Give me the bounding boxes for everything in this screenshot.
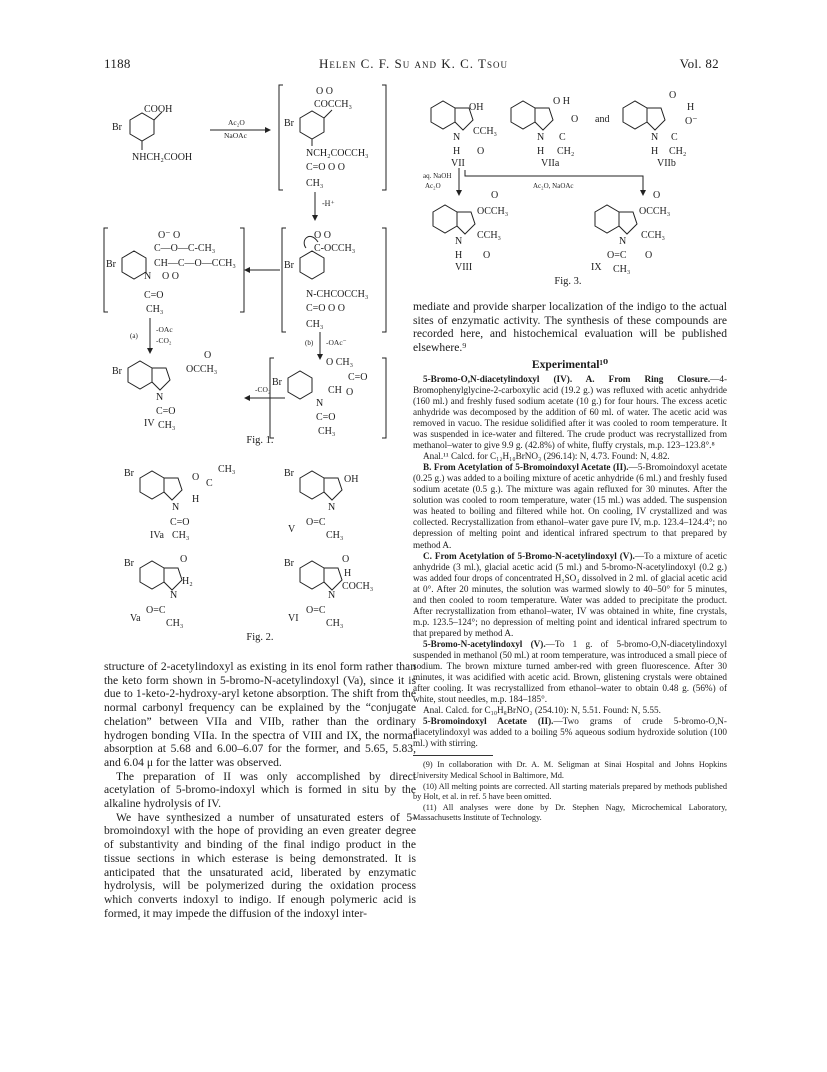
iva-label: IVa [150, 530, 164, 541]
s4-c1: C—O—C-CH₃ [154, 243, 216, 254]
arrow-acetylation [210, 118, 271, 140]
compound-VI [284, 554, 373, 629]
compound-VIII [433, 190, 508, 273]
exp-4-text: —To 1 g. of 5-bromo-O,N-diacetylindoxyl suspended in methanol (50 ml.) at room temperature, was introduced a small piece of sodium. The brown mixture turned amber-red with green fluorescence. After 30 minutes, it was acidified with acetic acid. Brown, glistening crystals were obtained after cooling. It was recrystallized from ethanol–water to obtain 0.48 g. (56%) of white, stout needles, m.p. 184–185°. [413, 638, 727, 705]
fig2-caption: Fig. 2. [246, 632, 274, 643]
s4-br: Br [106, 259, 116, 270]
exp-5-title: 5-Bromoindoxyl Acetate (II). [423, 716, 554, 727]
s5-chc: CH [328, 385, 342, 396]
compound-4-bracket [104, 228, 244, 315]
viii-label: VIII [455, 262, 473, 273]
viia-c: C [559, 132, 566, 143]
hplus-label: -H⁺ [322, 199, 335, 208]
compound-VIIa [511, 96, 578, 169]
s2-co: C=O O O [306, 162, 345, 173]
compound-2-bracket [279, 85, 386, 190]
iva-co: C=O [170, 517, 190, 528]
exp-1-text: —4-Bromophenylglycine-2-carboxylic acid (19.2 g.) was refluxed with acetic anhydride (160 ml.) and freshly fused sodium acetate (10 g.) for four hours. The excess acetic anhydride was decomposed by the addition of 60 ml. of water. The acetic acid was removed in vacuo. The residue solidified after it was cooled to room temperature. It was suspended in ice-water and filtered. The crude product was recrystallized from methanol–water to give 9.9 g. (42.8%) of white, fluffy crystals, m.p. 123–123.8°.⁸ [413, 373, 727, 451]
v-br: Br [284, 468, 294, 479]
exp-section-2 [413, 462, 727, 550]
iv-label: IV [144, 418, 155, 429]
s3-cooc: C-OCCH₃ [314, 243, 356, 254]
left-paragraph-1: structure of 2-acetylindoxyl as existing in its enol form rather than the keto form shown in 5-bromo-N-acetylindoxyl (Va), since it is due to 1-keto-2-hydroxy-aryl ketone absorption. The shift from the normal carbonyl frequency can be explained by the “conjugate chelation” between VIIa and VIIb, rather than the ordinary hydrogen bonding VIIa. In the spectra of VIII and IX, the normal absorption at 5.68 and 6.00–6.07 for the former, and 5.65, 5.83, and 6.04 μ for the latter was observed. [104, 660, 416, 769]
s5-ceq: C=O [348, 372, 368, 383]
figure-3-scheme [413, 90, 723, 285]
iv-occh3: OCCH₃ [186, 364, 218, 375]
s3-co: C=O O O [306, 303, 345, 314]
va-h2: H₂ [182, 576, 193, 587]
volume-label: Vol. 82 [679, 56, 719, 71]
va-o: O [180, 554, 188, 565]
compound-IX [591, 190, 670, 275]
s5-br: Br [272, 377, 282, 388]
fig3-arrow-left-bottom: Ac₂O [425, 182, 441, 190]
iv-o: O [204, 350, 212, 361]
ix-n: N [619, 236, 627, 247]
iva-ch3: CH₃ [218, 464, 236, 475]
footnote-rule [413, 755, 493, 756]
compound-5-bracket [270, 357, 386, 438]
s4-oo: O O [162, 271, 179, 282]
left-paragraph-2: The preparation of II was only accomplished by direct acetylation of 5-bromo-indoxyl which is formed in situ by the alkaline hydrolysis of IV. [104, 769, 416, 811]
viii-occh3: OCCH₃ [477, 206, 509, 217]
viib-c: C [671, 132, 678, 143]
vi-br: Br [284, 558, 294, 569]
exp-4-title: 5-Bromo-N-acetylindoxyl (V). [423, 638, 546, 649]
va-n: N [170, 590, 178, 601]
viii-o2: O [483, 250, 491, 261]
viia-oh: O H [553, 96, 570, 107]
viii-n: N [455, 236, 463, 247]
va-br: Br [124, 558, 134, 569]
viia-label: VIIa [541, 158, 560, 169]
ix-o2: O [645, 250, 653, 261]
s5-ch3: CH₃ [318, 426, 336, 437]
ix-oc: O=C [607, 250, 627, 261]
compound-1 [112, 104, 192, 163]
fig3-arrow-left-top: aq. NaOH [423, 172, 452, 180]
s2-n: NCH₂COCCH₃ [306, 148, 369, 159]
s4-n: N [144, 271, 152, 282]
exp-2-text: —5-Bromoindoxyl acetate (0.25 g.) was added to a boiling mixture of acetic anhydride (6 ml.) and freshly fused sodium acetate (0.5 g.). The mixture was again refluxed for 30 minutes. After the solution was cooled to room temperature, water (15 ml.) was added. The suspension was heated to boiling and filtered while hot. On cooling, IV crystallized and was collected. Recrystallization from ethanol–water gave pure IV, m.p. 123.4–124.4°; no depression of melting point and identical infrared spectrum to that prepared by method A. [413, 462, 727, 550]
viia-o: O [571, 114, 579, 125]
s3-ch3: CH₃ [306, 319, 324, 330]
s3-oo: O O [314, 230, 331, 241]
v-oh: OH [344, 474, 359, 485]
s5-co: C=O [316, 412, 336, 423]
s2-oo: O O [316, 86, 333, 97]
s1-cooh: COOH [144, 104, 173, 115]
v-co: O=C [306, 517, 326, 528]
viib-h: H [687, 102, 695, 113]
vii-h: H [453, 146, 461, 157]
exp-3-text: —To a mixture of acetic anhydride (3 ml.), glacial acetic acid (5 ml.) and 5-bromo-N-acetylindoxyl (0.2 g.) was added four drops of concentrated H₂SO₄ dissolved in 2 ml. of glacial acetic acid at 0°. After 20 minutes, the solution was warmed slowly to 40–50° for 5 minutes, and then cooled to room temperature. Water was added to precipitate the product. After recrystallization from ethanol–water, IV was obtained in white, fine crystals, m.p. 123.5–124°; no depression of melting point and identical infrared spectrum to that prepared by method A. [413, 550, 728, 638]
footnote-9: (9) In collaboration with Dr. A. M. Seligman at Sinai Hospital and Johns Hopkins University Medical School in Baltimore, Md. [413, 760, 727, 780]
exp-1-analysis: Anal.¹¹ Calcd. for C₁₂H₁₀BrNO₃ (296.14): N, 4.73. Found: N, 4.82. [423, 451, 670, 462]
s2-br: Br [284, 118, 294, 129]
page-number: 1188 [104, 56, 131, 71]
vi-label: VI [288, 613, 299, 624]
compound-V [284, 468, 358, 541]
exp-5-text: —Two grams of crude 5-bromo-O,N-diacetylindoxyl was added to a boiling 5% aqueous sodium hydroxide solution (100 ml.) with stirring. [413, 716, 727, 749]
viib-n: N [651, 132, 659, 143]
viia-n: N [537, 132, 545, 143]
vi-n: N [328, 590, 336, 601]
iv-co: C=O [156, 406, 176, 417]
path-b-label: (b) [305, 339, 314, 347]
exp-4-analysis: Anal. Calcd. for C₁₀H₈BrNO₂ (254.10): N, 5.51. Found: N, 5.55. [423, 705, 661, 716]
va-co: O=C [146, 605, 166, 616]
compound-VII [431, 101, 497, 169]
left-paragraph-3: We have synthesized a number of unsaturated esters of 5-bromoindoxyl with the hope of providing an even greater degree of substantivity and binding of the final indigo product in the tissue sections in which esterase is being demonstrated. It is anticipated that the unsaturated acid, liberated by enzymatic hydrolysis, will be polymerized during the oxidation process which converts indoxyl to indigo. If enough polymeric acid is formed, it may impede the diffusion of the indoxyl inter- [104, 810, 416, 920]
right-paragraph-1: mediate and provide sharper localization of the indigo to the actual sites of enzymatic activity. The synthesis of these compounds are recorded here, and histochemical evaluation will be published elsewhere.⁹ [413, 300, 727, 355]
s4-ch3: CH₃ [146, 304, 164, 315]
experimental-heading: Experimental¹⁰ [531, 357, 609, 371]
iva-c: C [206, 478, 213, 489]
path-a-co2: -CO₂ [156, 336, 172, 345]
path-a-label: (a) [130, 332, 138, 340]
iv-ch3: CH₃ [158, 420, 176, 431]
left-column [104, 660, 416, 920]
iv-n: N [156, 392, 164, 403]
s2-ch3: CH₃ [306, 178, 324, 189]
compound-3-bracket [282, 228, 386, 332]
s5-o2: O [346, 387, 354, 398]
fig1-caption: Fig. 1. [246, 435, 274, 446]
ix-cch3: CCH₃ [641, 230, 666, 241]
exp-3-title: C. From Acetylation of 5-Bromo-N-acetylindoxyl (V). [423, 550, 635, 561]
viia-h: H [537, 146, 545, 157]
exp-section-4 [413, 639, 727, 705]
footnote-11: (11) All analyses were done by Dr. Stephen Nagy, Microchemical Laboratory, Massachusetts Institute of Technology. [413, 802, 727, 823]
s4-o: O⁻ O [158, 230, 181, 241]
path-a-oac: -OAc [156, 325, 173, 334]
fig3-arrow-right: Ac₂O, NaOAc [533, 182, 574, 190]
vi-coch3: COCH₃ [342, 581, 374, 592]
viib-h2: H [651, 146, 659, 157]
s1-nh: NHCH₂COOH [132, 152, 193, 163]
vi-ch3: CH₃ [326, 618, 344, 629]
s2-coocch3: COCCH₃ [314, 99, 352, 110]
exp-section-5 [413, 716, 727, 749]
running-head: Helen C. F. Su and K. C. Tsou [319, 56, 508, 71]
viib-om: O⁻ [685, 116, 698, 127]
figure-1-scheme [100, 80, 410, 440]
v-label: V [288, 524, 296, 535]
exp-section-1 [413, 374, 727, 451]
vi-h: H [344, 568, 352, 579]
vii-n: N [453, 132, 461, 143]
iva-ch3b: CH₃ [172, 530, 190, 541]
iva-br: Br [124, 468, 134, 479]
va-label: Va [130, 613, 141, 624]
arrow1-top: Ac₂O [228, 118, 245, 127]
viii-o: O [491, 190, 499, 201]
right-column [413, 300, 727, 824]
compound-Va [124, 554, 193, 629]
vii-oh: OH [469, 102, 484, 113]
exp-1-title: 5-Bromo-O,N-diacetylindoxyl (IV). A. From Ring Closure. [423, 373, 711, 384]
iv-br: Br [112, 366, 122, 377]
s5-och3: O CH₃ [326, 357, 354, 368]
viib-label: VIIb [657, 158, 676, 169]
viii-cch3: CCH₃ [477, 230, 502, 241]
s4-co: C=O [144, 290, 164, 301]
viib-o: O [669, 90, 677, 101]
iva-o: O [192, 472, 200, 483]
viib-ch2: CH₂ [669, 146, 687, 157]
vii-label: VII [451, 158, 465, 169]
s4-ch: CH—C—O—CCH₃ [154, 258, 236, 269]
vi-co: O=C [306, 605, 326, 616]
s1-br: Br [112, 122, 122, 133]
arrow1-bottom: NaOAc [224, 131, 247, 140]
s5-n: N [316, 398, 324, 409]
footnote-10: (10) All melting points are corrected. All starting materials prepared by methods published by Holt, et al. in ref. 5 have been omitted. [413, 781, 727, 802]
ix-occh3: OCCH₃ [639, 206, 671, 217]
ix-ch3: CH₃ [613, 264, 631, 275]
compound-IVa [124, 464, 235, 541]
vi-o: O [342, 554, 350, 565]
and-label: and [595, 114, 610, 125]
compound-IV [112, 350, 217, 431]
iva-n: N [172, 502, 180, 513]
s3-n: N-CHCOCCH₃ [306, 289, 369, 300]
vii-cch3: CCH₃ [473, 126, 498, 137]
va-ch3: CH₃ [166, 618, 184, 629]
iva-h: H [192, 494, 200, 505]
viia-ch2: CH₂ [557, 146, 575, 157]
figure-2-structures [100, 458, 410, 633]
vii-o: O [477, 146, 485, 157]
s3-br: Br [284, 260, 294, 271]
path-b-oac: -OAc⁻ [326, 338, 347, 347]
fig3-caption: Fig. 3. [554, 276, 582, 287]
v-ch3: CH₃ [326, 530, 344, 541]
exp-section-3 [413, 551, 727, 639]
ix-label: IX [591, 262, 602, 273]
viii-h: H [455, 250, 463, 261]
v-n: N [328, 502, 336, 513]
minus-co2: -CO₂ [255, 385, 271, 394]
exp-2-title: B. From Acetylation of 5-Bromoindoxyl Acetate (II). [423, 462, 629, 473]
ix-o: O [653, 190, 661, 201]
compound-VIIb [623, 90, 698, 169]
